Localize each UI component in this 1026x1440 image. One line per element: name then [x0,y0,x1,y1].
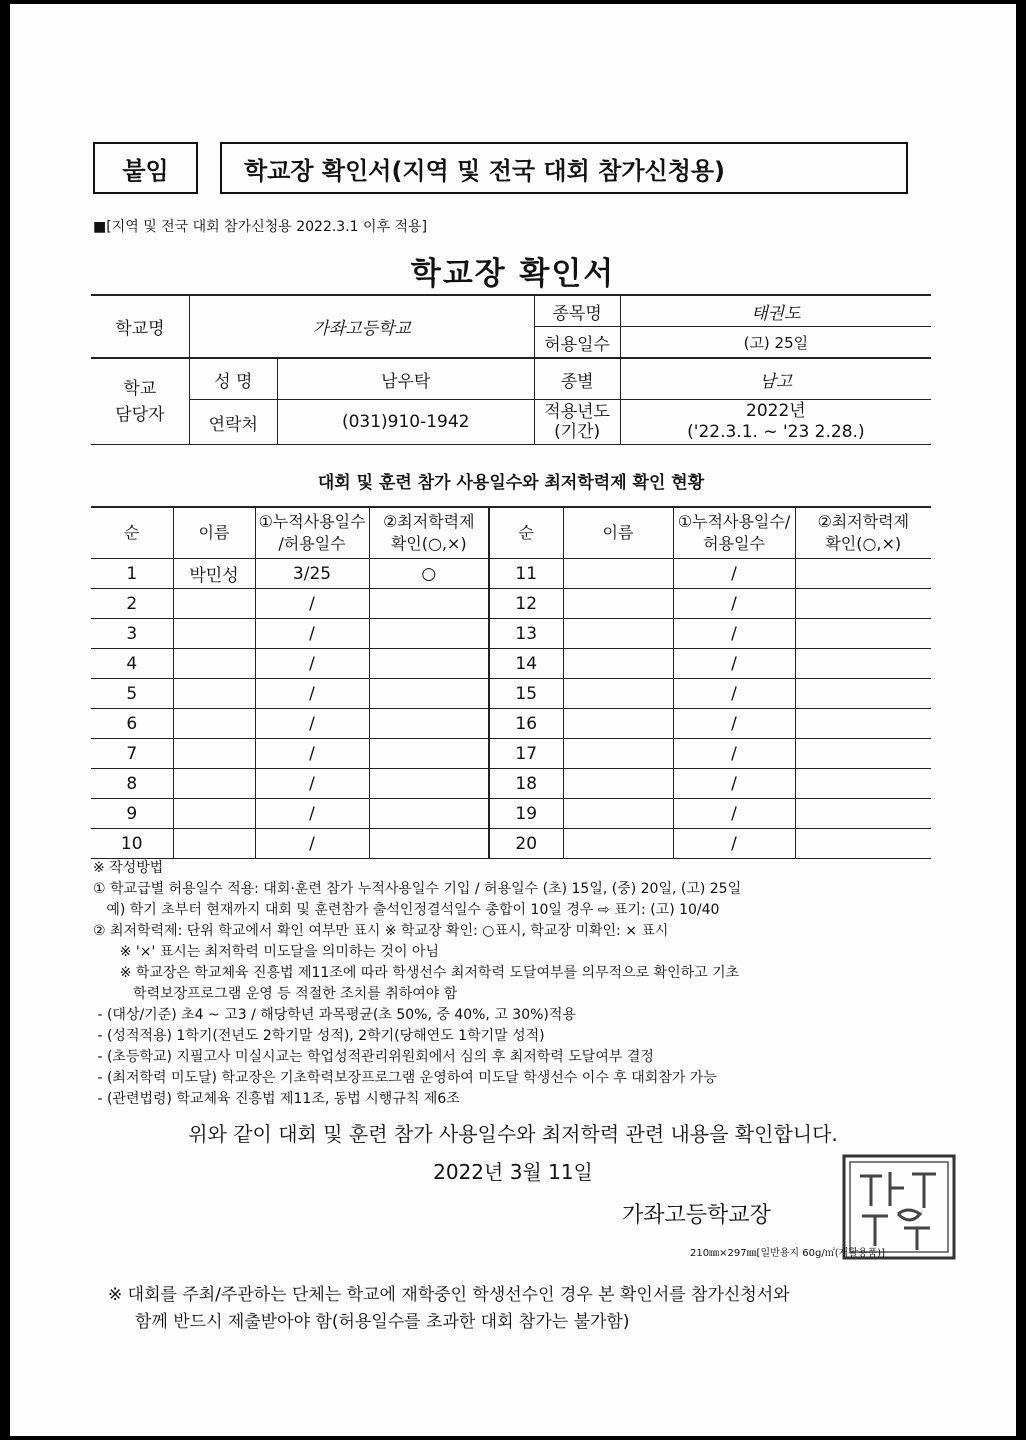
row-min [369,589,489,619]
row-no-2: 16 [489,709,563,739]
bottom-note-line1: ※ 대회를 주최/주관하는 단체는 학교에 재학중인 학생선수인 경우 본 확인서를 참가신청서와 [108,1285,790,1305]
year-label [534,400,620,445]
status-table-header [91,507,931,559]
row-name [173,589,255,619]
row-no: 7 [91,739,173,769]
row-days-2: / [673,619,795,649]
row-no-2: 19 [489,799,563,829]
bottom-note [108,1282,938,1336]
row-name-2 [563,739,673,769]
row-name-2 [563,619,673,649]
table-row [91,799,931,829]
table-row [91,739,931,769]
gender-value: 남고 [620,358,931,400]
col-min-2 [795,507,931,559]
event-value: 태권도 [620,295,931,327]
col-days-2 [673,507,795,559]
row-no-2: 18 [489,769,563,799]
row-name [173,739,255,769]
row-name [173,649,255,679]
row-days: / [255,799,369,829]
event-label: 종목명 [534,295,620,327]
row-min [369,769,489,799]
col-min-line2: 확인(○,×) [390,534,467,553]
document-heading: 학교장 확인서(지역 및 전국 대회 참가신청용) [220,142,908,194]
col-days [255,507,369,559]
row-no: 9 [91,799,173,829]
manager-label [91,358,189,445]
row-name [173,619,255,649]
row-min [369,739,489,769]
row-no-2: 11 [489,559,563,589]
row-days-2: / [673,769,795,799]
col-min-line1: ②최저학력제 [382,512,475,531]
instruction-line: - (관련법령) 학교체육 진흥법 제11조, 동법 시행규칙 제6조 [93,1091,460,1107]
row-name [173,709,255,739]
table-row [91,649,931,679]
name-value: 남우탁 [277,358,534,400]
year-value [620,400,931,445]
row-min [369,709,489,739]
instruction-line: - (성적적용) 1학기(전년도 2학기말 성적), 2학기(당해연도 1학기말 성적) [93,1028,545,1044]
row-min [369,649,489,679]
row-days-2: / [673,649,795,679]
confirmation-text: 위와 같이 대회 및 훈련 참가 사용일수와 최저학력 관련 내용을 확인합니다. [188,1122,838,1146]
row-min-2 [795,679,931,709]
instruction-line: 학력보장프로그램 운영 등 적절한 조치를 취하여야 함 [93,986,458,1002]
row-no-2: 13 [489,619,563,649]
row-no: 3 [91,619,173,649]
row-name [173,769,255,799]
row-name-2 [563,589,673,619]
row-no-2: 15 [489,679,563,709]
year-label-line2: (기간) [554,422,601,442]
row-min-2 [795,559,931,589]
row-min-2 [795,799,931,829]
row-min-2 [795,769,931,799]
col-min-2-line2: 확인(○,×) [825,534,902,553]
allowed-days-label: 허용일수 [534,327,620,359]
row-days-2: / [673,739,795,769]
table-row [91,829,931,859]
row-days: 3/25 [255,559,369,589]
col-name-2: 이름 [563,507,673,559]
school-name-label: 학교명 [91,295,189,358]
row-no: 6 [91,709,173,739]
row-name [173,679,255,709]
row-name-2 [563,799,673,829]
row-no: 1 [91,559,173,589]
col-days-2-line1: ①누적사용일수/ [677,512,791,531]
row-no-2: 14 [489,649,563,679]
row-name-2 [563,829,673,859]
table-row [91,589,931,619]
row-min [369,799,489,829]
writing-instructions [93,858,943,1110]
row-min-2 [795,589,931,619]
col-days-line2: /허용일수 [278,534,346,553]
instruction-line: ※ '×' 표시는 최저학력 미도달을 의미하는 것이 아님 [93,944,439,960]
row-no: 4 [91,649,173,679]
col-days-2-line2: 허용일수 [703,534,765,553]
table-row [91,619,931,649]
row-name-2 [563,559,673,589]
row-min [369,829,489,859]
col-min [369,507,489,559]
row-name [173,799,255,829]
name-label: 성 명 [189,358,277,400]
row-no: 10 [91,829,173,859]
row-min [369,679,489,709]
row-min-2 [795,739,931,769]
instruction-line: - (초등학교) 지필고사 미실시교는 학업성적관리위원회에서 심의 후 최저학력 도달여부 결정 [93,1049,654,1065]
instruction-line: ※ 학교장은 학교체육 진흥법 제11조에 따라 학생선수 최저학력 도달여부를 의무적으로 확인하고 기초 [93,965,740,981]
manager-label-line2: 담당자 [115,404,165,425]
instruction-line: ① 학교급별 허용일수 적용: 대회·훈련 참가 누적사용일수 기입 / 허용일수 (초) 15일, (중) 20일, (고) 25일 [93,881,742,897]
bottom-note-line2: 함께 반드시 제출받아야 함(허용일수를 초과한 대회 참가는 불가함) [135,1312,630,1332]
row-name-2 [563,679,673,709]
instruction-line: - (최저학력 미도달) 학교장은 기초학력보장프로그램 운영하여 미도달 학생선수 이수 후 대회참가 가능 [93,1070,717,1086]
instruction-line: - (대상/기준) 초4 ~ 고3 / 해당학년 과목평균(초 50%, 중 40%, 고 30%)적용 [93,1007,576,1023]
row-no: 5 [91,679,173,709]
row-days-2: / [673,799,795,829]
row-min [369,619,489,649]
instruction-line: ※ 작성방법 [93,860,164,876]
table-row [91,709,931,739]
issue-date: 2022년 3월 11일 [433,1160,593,1184]
row-min-2 [795,709,931,739]
col-no-2: 순 [489,507,563,559]
row-days-2: / [673,589,795,619]
school-name-value: 가좌고등학교 [189,295,534,358]
manager-label-line1: 학교 [123,378,157,399]
allowed-days-value: (고) 25일 [620,327,931,359]
row-days: / [255,829,369,859]
principal-signature: 가좌고등학교장 [622,1203,771,1228]
status-table [91,506,931,859]
col-no: 순 [91,507,173,559]
row-days: / [255,679,369,709]
row-name: 박민성 [173,559,255,589]
row-days: / [255,589,369,619]
row-days-2: / [673,709,795,739]
gender-label: 종별 [534,358,620,400]
row-no-2: 12 [489,589,563,619]
instruction-line: ② 최저학력제: 단위 학교에서 확인 여부만 표시 ※ 학교장 확인: ○표시, 학교장 미확인: × 표시 [93,923,669,939]
row-name-2 [563,769,673,799]
row-days: / [255,649,369,679]
contact-value: (031)910-1942 [277,400,534,445]
col-min-2-line1: ②최저학력제 [817,512,910,531]
applied-note: ■[지역 및 전국 대회 참가신청용 2022.3.1 이후 적용] [93,219,428,235]
page-title: 학교장 확인서 [410,256,616,292]
row-name [173,829,255,859]
table-row [91,679,931,709]
year-value-period: ('22.3.1. ~ '23 2.28.) [687,422,865,442]
year-label-line1: 적용년도 [544,402,610,422]
row-name-2 [563,649,673,679]
row-min: ○ [369,559,489,589]
col-days-line1: ①누적사용일수 [258,512,366,531]
row-days-2: / [673,679,795,709]
paper-size-note: 210㎜×297㎜[일반용지 60g/㎡(재활용품)] [690,1248,886,1259]
table-row [91,559,931,589]
col-name: 이름 [173,507,255,559]
row-name-2 [563,709,673,739]
contact-label: 연락처 [189,400,277,445]
status-title: 대회 및 훈련 참가 사용일수와 최저학력제 확인 현황 [317,473,705,493]
table-row [91,769,931,799]
row-days: / [255,619,369,649]
row-min-2 [795,649,931,679]
row-no: 2 [91,589,173,619]
attachment-label: 붙임 [93,142,198,194]
row-min-2 [795,619,931,649]
row-days-2: / [673,829,795,859]
row-days: / [255,709,369,739]
school-info-table [91,294,931,445]
row-days-2: / [673,559,795,589]
row-min-2 [795,829,931,859]
year-value-year: 2022년 [746,401,806,421]
row-no: 8 [91,769,173,799]
row-days: / [255,769,369,799]
row-no-2: 20 [489,829,563,859]
row-no-2: 17 [489,739,563,769]
row-days: / [255,739,369,769]
instruction-line: 예) 학기 초부터 현재까지 대회 및 훈련참가 출석인정결석일수 총합이 10일 경우 ⇨ 표기: (고) 10/40 [93,902,720,918]
